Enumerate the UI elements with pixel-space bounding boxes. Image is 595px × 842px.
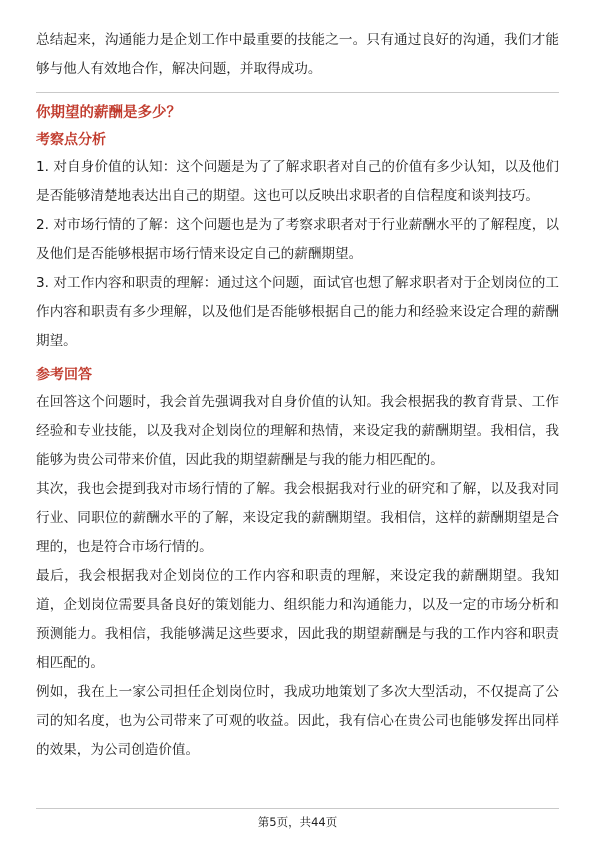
page-footer xyxy=(36,808,559,829)
page-number: 第5页，共44页 xyxy=(257,815,338,829)
analysis-point: 3. 对工作内容和职责的理解：通过这个问题，面试官也想了解求职者对于企划岗位的工作内容和职责有多少理解，以及他们是否能够根据自己的能力和经验来设定合理的薪酬期望。 xyxy=(36,275,559,349)
section-divider xyxy=(36,92,559,93)
answer-paragraph: 最后，我会根据我对企划岗位的工作内容和职责的理解，来设定我的薪酬期望。我知道，企划岗位需要具备良好的策划能力、组织能力和沟通能力，以及一定的市场分析和预测能力。我相信，我能够满足这些要求，因此我的期望薪酬是与我的工作内容和职责相匹配的。 xyxy=(36,568,559,671)
answer-heading: 参考回答 xyxy=(36,367,92,383)
intro-paragraph: 总结起来，沟通能力是企划工作中最重要的技能之一。只有通过良好的沟通，我们才能够与他人有效地合作，解决问题，并取得成功。 xyxy=(36,32,559,77)
analysis-point: 2. 对市场行情的了解：这个问题也是为了考察求职者对于行业薪酬水平的了解程度，以及他们是否能够根据市场行情来设定自己的薪酬期望。 xyxy=(36,217,559,262)
analysis-point: 1. 对自身价值的认知：这个问题是为了了解求职者对自己的价值有多少认知，以及他们是否能够清楚地表达出自己的期望。这也可以反映出求职者的自信程度和谈判技巧。 xyxy=(36,159,559,204)
question-title: 你期望的薪酬是多少？ xyxy=(36,105,181,121)
page-content xyxy=(36,26,559,765)
analysis-heading: 考察点分析 xyxy=(36,132,106,148)
answer-paragraph: 其次，我也会提到我对市场行情的了解。我会根据我对行业的研究和了解，以及我对同行业、同职位的薪酬水平的了解，来设定我的薪酬期望。我相信，这样的薪酬期望是合理的，也是符合市场行情的。 xyxy=(36,481,559,555)
answer-paragraph: 在回答这个问题时，我会首先强调我对自身价值的认知。我会根据我的教育背景、工作经验和专业技能，以及我对企划岗位的理解和热情，来设定我的薪酬期望。我相信，我能够为贵公司带来价值，因此我的期望薪酬是与我的能力相匹配的。 xyxy=(36,394,559,468)
answer-paragraph: 例如，我在上一家公司担任企划岗位时，我成功地策划了多次大型活动，不仅提高了公司的知名度，也为公司带来了可观的收益。因此，我有信心在贵公司也能够发挥出同样的效果，为公司创造价值。 xyxy=(36,684,559,758)
